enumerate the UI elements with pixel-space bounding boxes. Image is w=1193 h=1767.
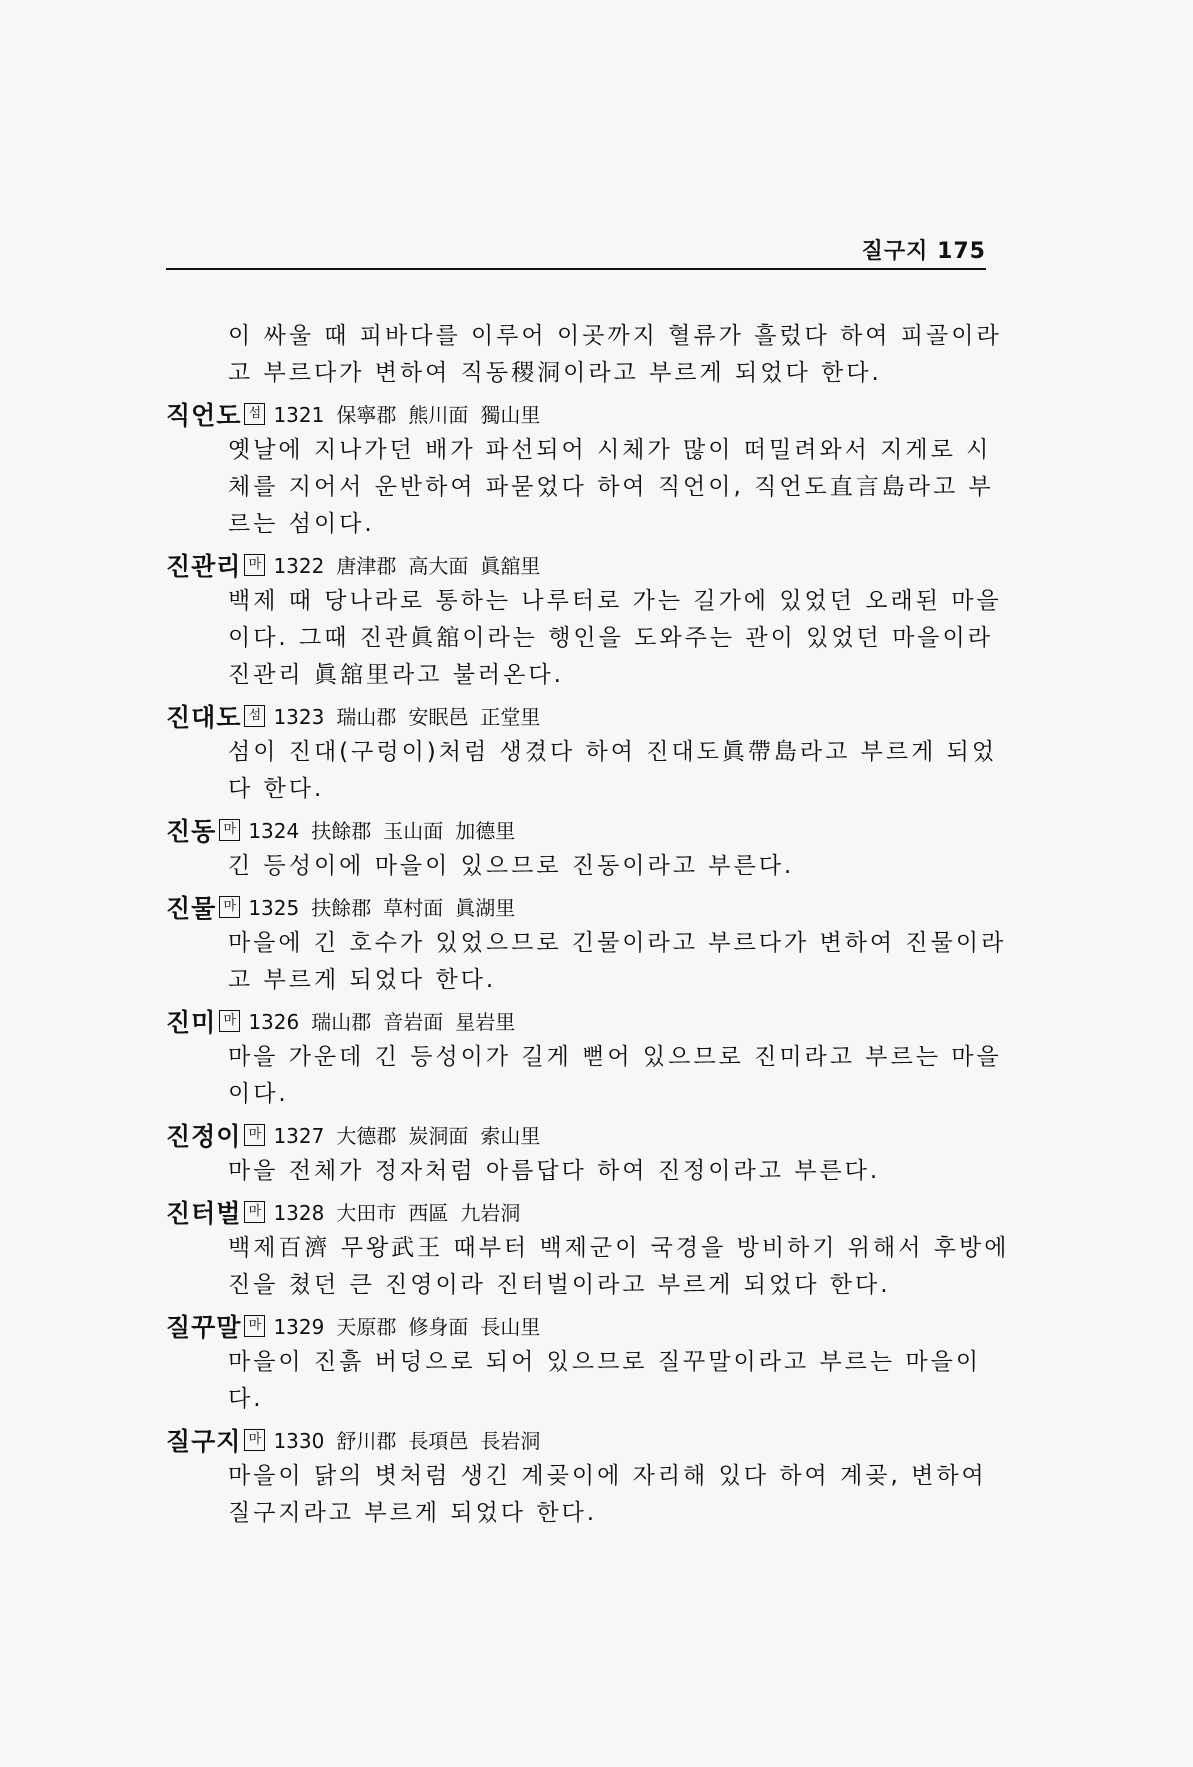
entry-location [273, 1197, 520, 1226]
entry-township: 熊川面 [408, 403, 469, 427]
entry-description [166, 583, 1002, 694]
text-line: 백제百濟 무왕武王 때부터 백제군이 국경을 방비하기 위해서 후방에 [228, 1235, 1010, 1261]
text-line: 마을 전체가 정자처럼 아름답다 하여 진정이라고 부른다. [228, 1158, 881, 1184]
entry-township: 長項邑 [408, 1429, 469, 1453]
text-line: 르는 섬이다. [228, 511, 375, 537]
entry-type-badge: 마 [244, 1124, 265, 1146]
entry-township: 修身面 [408, 1315, 469, 1339]
entry-county: 瑞山郡 [311, 1010, 372, 1034]
dictionary-entry [166, 1193, 1010, 1304]
entry-number: 1328 [273, 1201, 325, 1225]
entry-number: 1323 [273, 705, 325, 729]
entry-headword: 진미 [166, 1007, 217, 1037]
entry-heading [166, 1116, 986, 1153]
entry-type-badge: 마 [219, 896, 240, 918]
entry-village: 星岩里 [455, 1010, 516, 1034]
entry-type-badge: 마 [219, 1010, 240, 1032]
text-line: 섬이 진대(구렁이)처럼 생겼다 하여 진대도眞帶島라고 부르게 되었 [228, 739, 998, 765]
entry-heading [166, 811, 986, 848]
dictionary-entry [166, 888, 1007, 999]
entry-type-badge: 마 [244, 1429, 265, 1451]
dictionary-entry [166, 1421, 986, 1532]
entry-county: 保寧郡 [336, 403, 397, 427]
entry-location [273, 1311, 540, 1340]
entry-type-badge: 마 [244, 1201, 265, 1223]
entry-description [166, 1153, 986, 1190]
text-line: 고 부르다가 변하여 직동稷洞이라고 부르게 되었다 한다. [228, 360, 882, 386]
entry-township: 西區 [408, 1201, 449, 1225]
entry-heading [166, 697, 986, 734]
dictionary-entry [166, 1116, 986, 1190]
entry-heading [166, 1002, 986, 1039]
entry-headword: 진정이 [166, 1121, 242, 1151]
entry-headword: 진동 [166, 816, 217, 846]
entry-township: 炭洞面 [408, 1124, 469, 1148]
text-line: 마을에 긴 호수가 있었으므로 긴물이라고 부르다가 변하여 진물이라 [228, 930, 1007, 956]
page-body [166, 318, 1010, 1532]
entry-village: 長岩洞 [480, 1429, 541, 1453]
entry-location [273, 550, 540, 579]
entry-location [273, 701, 540, 730]
entry-county: 大田市 [336, 1201, 397, 1225]
text-line: 다 한다. [228, 776, 325, 802]
entry-county: 唐津郡 [336, 554, 397, 578]
entry-village: 獨山里 [480, 403, 541, 427]
entry-description [166, 734, 998, 808]
entry-heading [166, 395, 986, 432]
entry-county: 天原郡 [336, 1315, 397, 1339]
entry-heading [166, 1421, 986, 1458]
dictionary-entry [166, 1307, 986, 1418]
entry-description [166, 1458, 986, 1532]
text-line: 질구지라고 부르게 되었다 한다. [228, 1500, 598, 1526]
entry-headword: 질구지 [166, 1426, 242, 1456]
entry-description [166, 848, 986, 885]
entry-heading [166, 1307, 986, 1344]
text-line: 마을이 진흙 버덩으로 되어 있으므로 질꾸말이라고 부르는 마을이 [228, 1349, 982, 1375]
entry-county: 扶餘郡 [311, 896, 372, 920]
entry-type-badge: 섬 [244, 705, 265, 727]
running-header [166, 232, 986, 270]
entry-description [166, 1230, 1010, 1304]
entry-description [166, 1039, 1002, 1113]
dictionary-entry [166, 395, 994, 543]
entry-location [248, 815, 515, 844]
entry-location [248, 892, 515, 921]
entry-heading [166, 546, 986, 583]
entry-township: 高大面 [408, 554, 469, 578]
entry-village: 眞舘里 [480, 554, 541, 578]
text-line: 긴 등성이에 마을이 있으므로 진동이라고 부른다. [228, 853, 795, 879]
dictionary-entry [166, 1002, 1002, 1113]
entry-township: 草村面 [383, 896, 444, 920]
entry-number: 1327 [273, 1124, 325, 1148]
entry-headword: 직언도 [166, 400, 242, 430]
entry-type-badge: 마 [219, 819, 240, 841]
entry-village: 長山里 [480, 1315, 541, 1339]
text-line: 이 싸울 때 피바다를 이루어 이곳까지 혈류가 흘렀다 하여 피골이라 [228, 323, 1002, 349]
dictionary-entry [166, 811, 986, 885]
entry-headword: 진물 [166, 893, 217, 923]
text-line: 마을 가운데 긴 등성이가 길게 뻗어 있으므로 진미라고 부르는 마을 [228, 1044, 1002, 1070]
text-line: 고 부르게 되었다 한다. [228, 967, 497, 993]
entry-village: 眞湖里 [455, 896, 516, 920]
entry-number: 1324 [248, 819, 300, 843]
text-line: 이다. [228, 1081, 289, 1107]
entry-headword: 진관리 [166, 551, 242, 581]
entry-location [273, 1120, 540, 1149]
entry-county: 舒川郡 [336, 1429, 397, 1453]
entry-village: 九岩洞 [460, 1201, 521, 1225]
entry-county: 瑞山郡 [336, 705, 397, 729]
entry-type-badge: 섬 [244, 403, 265, 425]
entry-location [273, 1425, 540, 1454]
dictionary-entry [166, 697, 998, 808]
text-line: 다. [228, 1386, 264, 1412]
entry-number: 1325 [248, 896, 300, 920]
entry-location [273, 399, 540, 428]
entry-county: 扶餘郡 [311, 819, 372, 843]
entry-county: 大德郡 [336, 1124, 397, 1148]
entry-township: 玉山面 [383, 819, 444, 843]
text-line: 옛날에 지나가던 배가 파선되어 시체가 많이 떠밀려와서 지게로 시 [228, 437, 992, 463]
entry-heading [166, 1193, 986, 1230]
text-line: 진관리 眞舘里라고 불러온다. [228, 662, 564, 688]
entry-type-badge: 마 [244, 1315, 265, 1337]
entry-village: 索山里 [480, 1124, 541, 1148]
entry-headword: 질꾸말 [166, 1312, 242, 1342]
entry-number: 1326 [248, 1010, 300, 1034]
continuation-text [166, 318, 1002, 392]
text-line: 진을 쳤던 큰 진영이라 진터벌이라고 부르게 되었다 한다. [228, 1272, 891, 1298]
entry-number: 1322 [273, 554, 325, 578]
entry-description [166, 1344, 986, 1418]
entry-list [166, 395, 1010, 1532]
entry-number: 1330 [273, 1429, 325, 1453]
entry-description [166, 432, 994, 543]
entry-type-badge: 마 [244, 554, 265, 576]
entry-township: 音岩面 [383, 1010, 444, 1034]
entry-headword: 진터벌 [166, 1198, 242, 1228]
entry-headword: 진대도 [166, 702, 242, 732]
entry-location [248, 1006, 515, 1035]
text-line: 마을이 닭의 볏처럼 생긴 계곶이에 자리해 있다 하여 계곶, 변하여 [228, 1463, 987, 1489]
entry-village: 加德里 [455, 819, 516, 843]
dictionary-entry [166, 546, 1002, 694]
entry-number: 1329 [273, 1315, 325, 1339]
entry-description [166, 925, 1007, 999]
entry-number: 1321 [273, 403, 325, 427]
entry-village: 正堂里 [480, 705, 541, 729]
text-line: 백제 때 당나라로 통하는 나루터로 가는 길가에 있었던 오래된 마을 [228, 588, 1002, 614]
text-line: 이다. 그때 진관眞舘이라는 행인을 도와주는 관이 있었던 마을이라 [228, 625, 993, 651]
entry-heading [166, 888, 986, 925]
text-line: 체를 지어서 운반하여 파묻었다 하여 직언이, 직언도直言島라고 부 [228, 474, 994, 500]
running-title: 질구지 175 [861, 239, 986, 264]
entry-township: 安眠邑 [408, 705, 469, 729]
